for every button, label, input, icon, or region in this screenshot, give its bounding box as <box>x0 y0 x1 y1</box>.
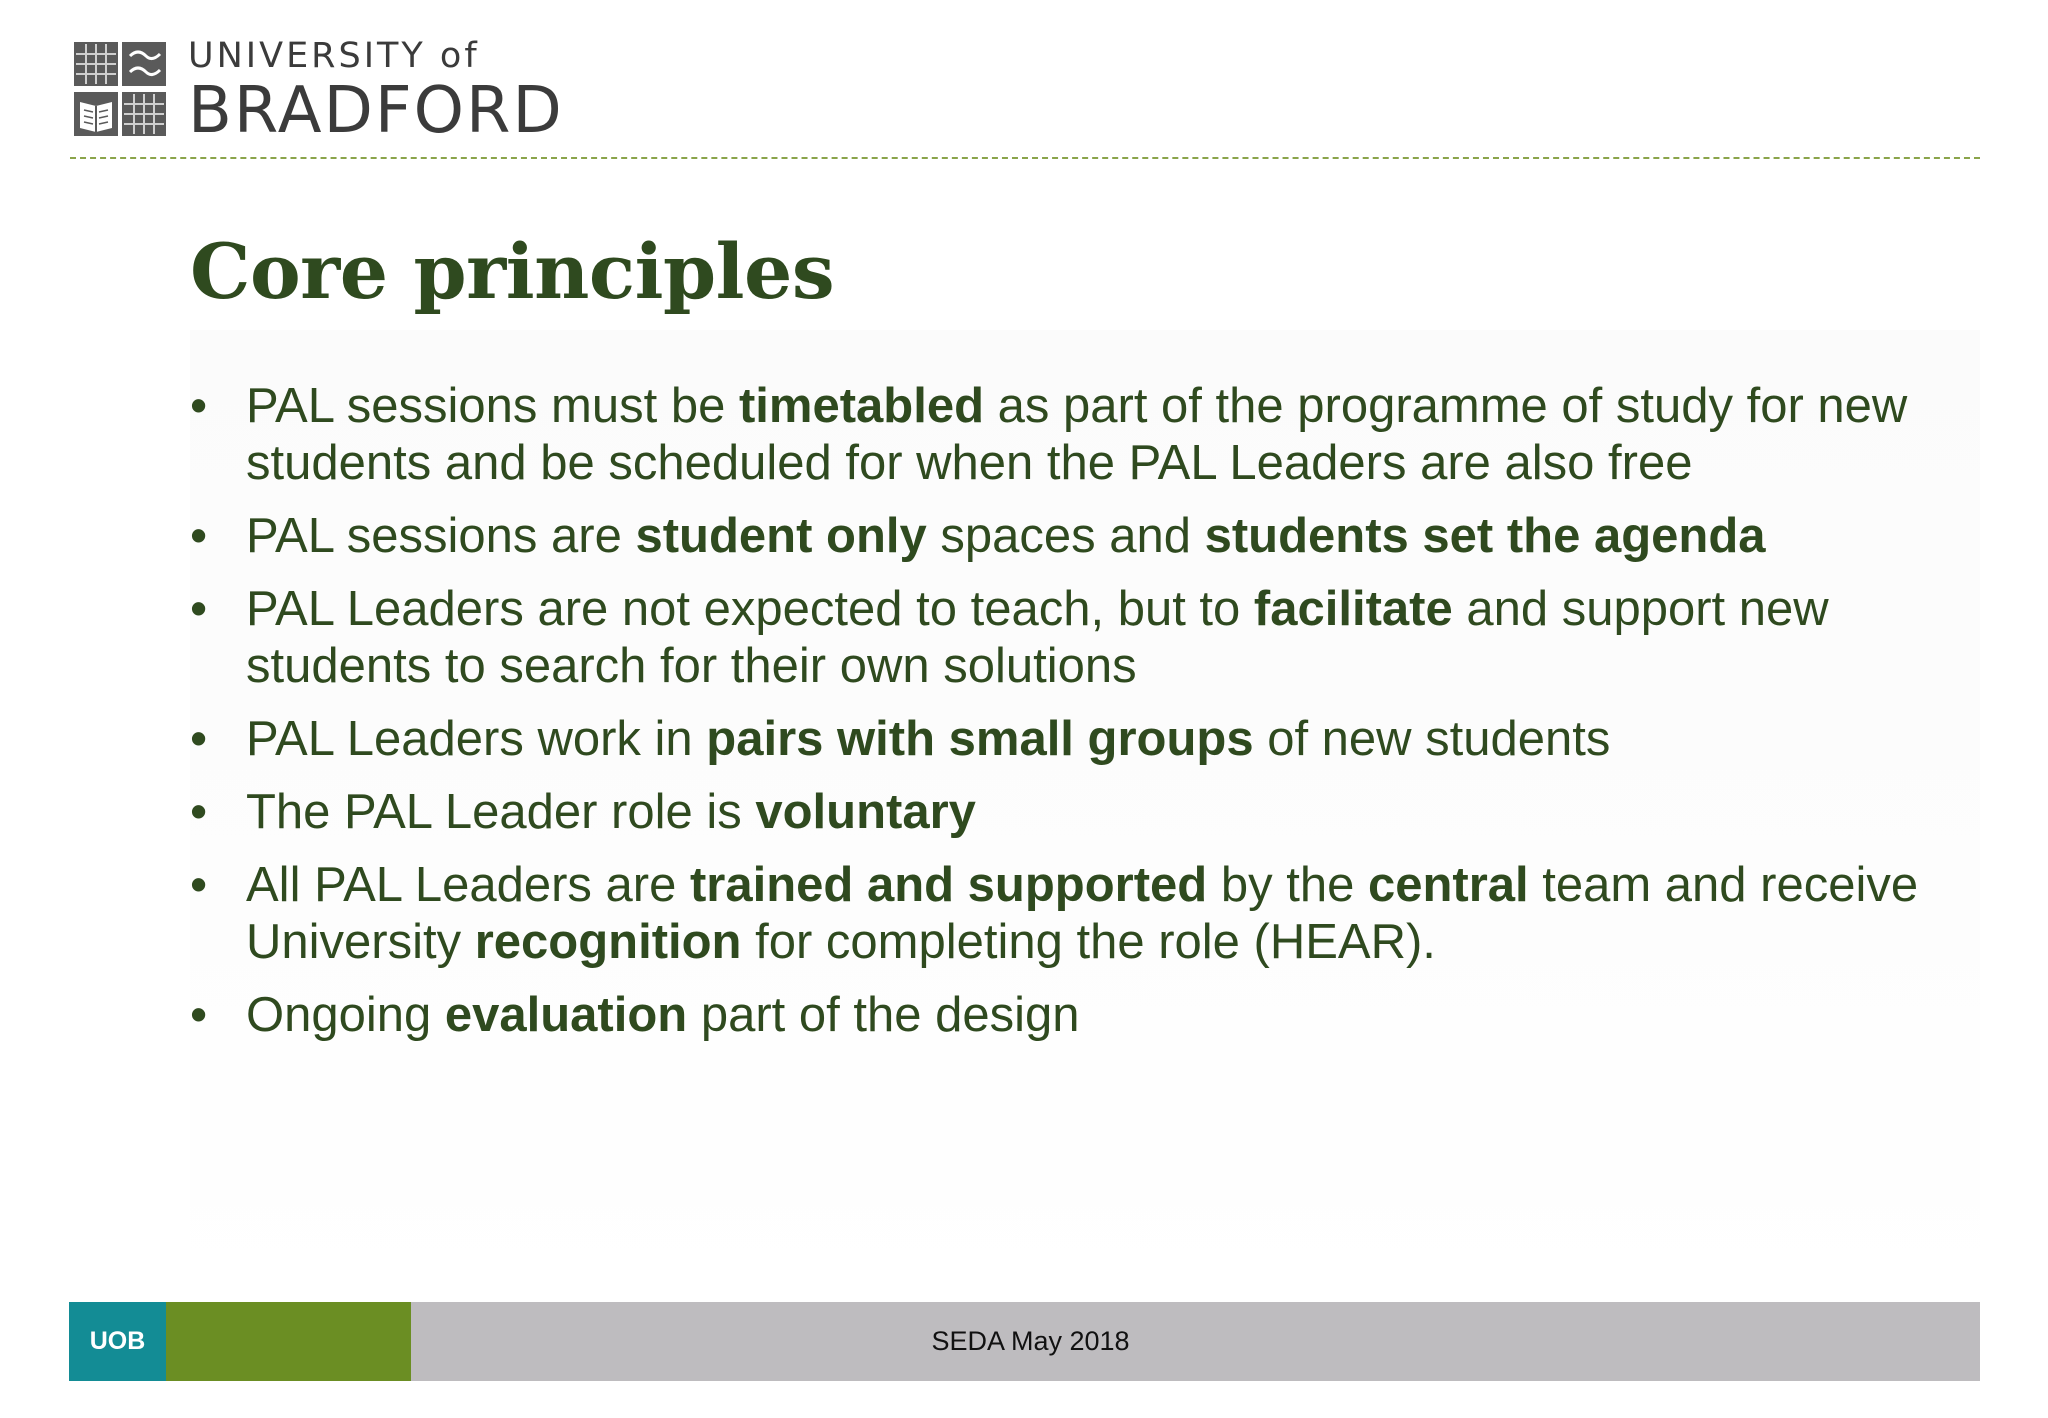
footer-green-block <box>166 1302 411 1381</box>
footer-text: SEDA May 2018 <box>411 1302 1980 1381</box>
bullet-emphasis: trained and supported <box>689 858 1208 912</box>
bullet-text: and support new students to search for their own solutions <box>246 582 1829 693</box>
bullet-emphasis: evaluation <box>444 988 688 1042</box>
bullet-dot-icon: • <box>190 858 208 912</box>
bullet-dot-icon: • <box>190 712 208 766</box>
bullet-dot-icon: • <box>190 785 208 839</box>
university-logo <box>72 36 564 148</box>
bullet-text: PAL Leaders are not expected to teach, but to <box>246 582 1254 636</box>
header-divider <box>70 157 1980 159</box>
bullet-emphasis: timetabled <box>738 379 985 433</box>
bullet-text: PAL Leaders work in <box>246 712 707 766</box>
bullet-emphasis: students set the agenda <box>1204 509 1766 563</box>
bullet-emphasis: voluntary <box>755 785 976 839</box>
bullet-text: by the <box>1207 858 1368 912</box>
bullet-text: part of the design <box>687 988 1080 1042</box>
wordmark <box>188 36 564 148</box>
bullet-text: All PAL Leaders are <box>246 858 690 912</box>
bullet-emphasis: student only <box>635 509 927 563</box>
university-crest-icon <box>72 40 168 138</box>
bullet-item <box>190 378 1950 492</box>
bullet-text: spaces and <box>926 509 1205 563</box>
bullet-item <box>190 711 1950 768</box>
bullet-text: Ongoing <box>246 988 445 1042</box>
bullet-text: PAL sessions must be <box>246 379 739 433</box>
bullet-text: of new students <box>1253 712 1611 766</box>
bullet-emphasis: pairs with small groups <box>706 712 1254 766</box>
bullet-text: PAL sessions are <box>246 509 636 563</box>
bullet-emphasis: recognition <box>474 915 742 969</box>
bullet-item <box>190 857 1950 971</box>
bullet-item <box>190 784 1950 841</box>
footer-bar <box>69 1302 1980 1381</box>
bullet-item <box>190 987 1950 1044</box>
bullet-item <box>190 581 1950 695</box>
bullet-text: for completing the role (HEAR). <box>741 915 1436 969</box>
bullet-list <box>190 378 1950 1060</box>
bullet-dot-icon: • <box>190 988 208 1042</box>
bullet-dot-icon: • <box>190 509 208 563</box>
logo-university-of: UNIVERSITY of <box>188 36 480 76</box>
footer-uob-badge: UOB <box>69 1302 166 1381</box>
bullet-text: as part of the programme of study for new students and be scheduled for when the PAL Leaders are also free <box>246 379 1908 490</box>
bullet-text: team and receive University <box>246 858 1919 969</box>
bullet-emphasis: central <box>1367 858 1529 912</box>
logo-bradford: BRADFORD <box>188 74 564 148</box>
bullet-emphasis: facilitate <box>1253 582 1453 636</box>
bullet-dot-icon: • <box>190 379 208 433</box>
slide-title: Core principles <box>190 227 835 316</box>
bullet-item <box>190 508 1950 565</box>
bullet-text: The PAL Leader role is <box>246 785 756 839</box>
bullet-dot-icon: • <box>190 582 208 636</box>
